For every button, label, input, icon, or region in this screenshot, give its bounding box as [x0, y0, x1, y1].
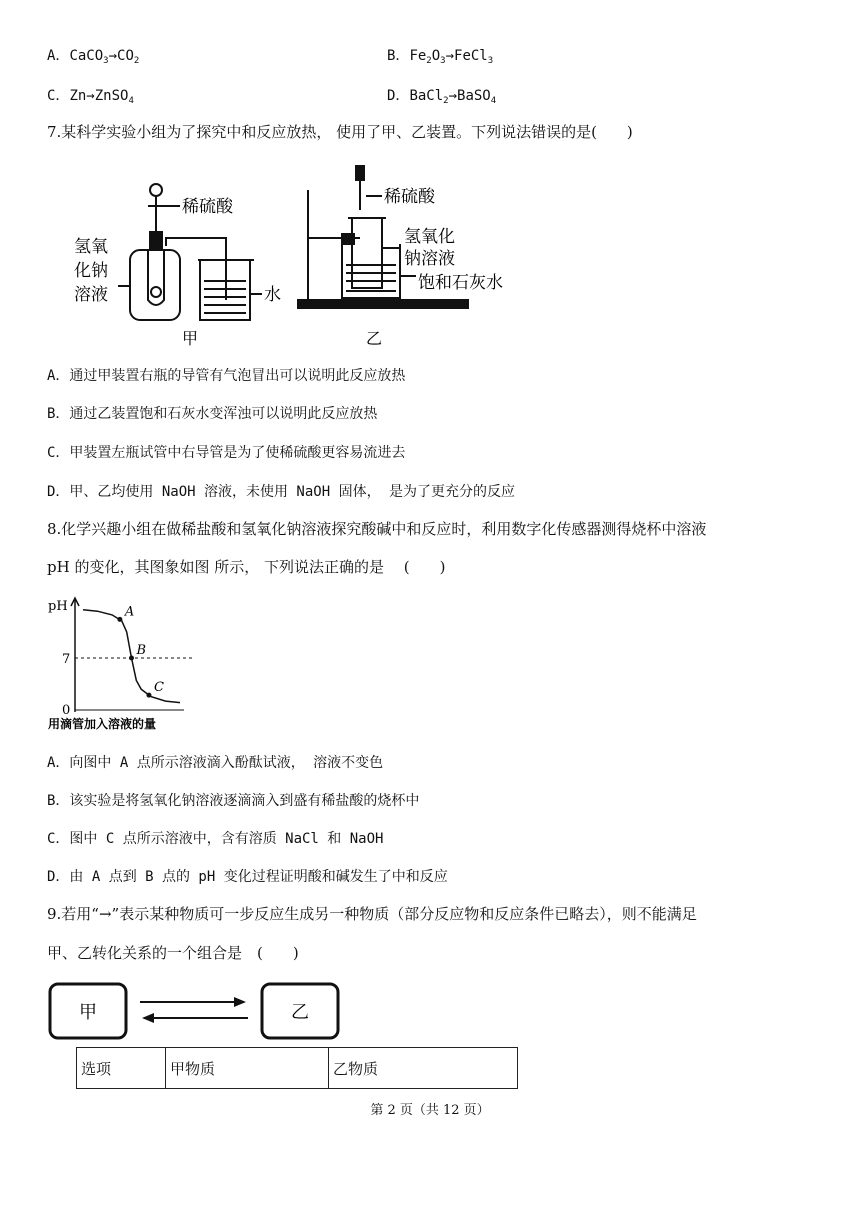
point-c	[146, 693, 151, 698]
x-axis-label: 用滴管加入溶液的量	[48, 717, 157, 731]
option-6a: A．$CaCO_3\to CO_2$	[47, 48, 140, 66]
y-axis-label: pH	[48, 599, 68, 614]
jia-acid-label: 稀硫酸	[182, 197, 233, 217]
point-a	[117, 617, 122, 622]
point-label-a: A	[124, 604, 135, 620]
question-7-option-c: C．甲装置左瓶试管中右导管是为了使稀硫酸更容易流进去	[47, 445, 406, 461]
jia-caption: 甲	[182, 329, 199, 348]
table-header-option: 选项	[77, 1048, 166, 1089]
page-footer: 第 2 页（共 12 页）	[370, 1103, 490, 1118]
question-7-option-a: A．通过甲装置右瓶的导管有气泡冒出可以说明此反应放热	[47, 368, 406, 384]
yi-naoh-label-2: 钠溶液	[404, 249, 455, 269]
options-table	[76, 1047, 518, 1089]
yi-caption: 乙	[366, 329, 383, 348]
question-7-option-d: D．甲、乙均使用 NaOH 溶液，未使用 NaOH 固体， 是为了更充分的反应	[47, 484, 516, 500]
point-label-b: B	[136, 643, 147, 658]
question-8-option-b: B．该实验是将氢氧化钠溶液逐滴滴入到盛有稀盐酸的烧杯中	[47, 793, 420, 809]
apparatus-figure	[70, 160, 540, 350]
yi-lime-label: 饱和石灰水	[418, 273, 503, 293]
table-header-row	[77, 1048, 518, 1089]
question-7-stem: 7.某科学实验小组为了探究中和反应放热， 使用了甲、乙装置。下列说法错误的是( )	[47, 123, 633, 141]
point-label-c: C	[153, 680, 164, 696]
jia-naoh-label-3: 溶液	[74, 285, 108, 305]
question-8-option-c: C．图中 C 点所示溶液中，含有溶质 NaCl 和 NaOH	[47, 831, 384, 847]
jia-water-label: 水	[264, 285, 281, 305]
yi-naoh-label-1: 氢氧化	[404, 227, 455, 247]
question-8-option-a: A．向图中 A 点所示溶液滴入酚酞试液， 溶液不变色	[47, 755, 384, 771]
question-8-stem-1: 8.化学兴趣小组在做稀盐酸和氢氧化钠溶液探究酸碱中和反应时，利用数字化传感器测得烧杯中溶液	[47, 520, 707, 538]
question-9-stem-1: 9.若用“→”表示某种物质可一步反应生成另一种物质（部分反应物和反应条件已略去），则不能满足	[47, 905, 697, 923]
question-8-stem-2: pH 的变化，其图象如图 所示， 下列说法正确的是 ( )	[47, 558, 446, 576]
question-8-option-d: D．由 A 点到 B 点的 pH 变化过程证明酸和碱发生了中和反应	[47, 869, 448, 885]
yi-acid-label: 稀硫酸	[384, 187, 435, 207]
origin-label: 0	[62, 703, 71, 718]
table-header-yi: 乙物质	[329, 1048, 518, 1089]
y-tick-7: 7	[62, 652, 71, 667]
jia-naoh-label-2: 化钠	[74, 261, 108, 281]
option-6b: B．$Fe_2O_3\to FeCl_3$	[387, 48, 494, 66]
conversion-diagram	[46, 978, 346, 1044]
option-6c: C．Zn→ZnSO$_4$	[47, 88, 134, 106]
option-6d: D．BaCl$_2$→BaSO$_4$	[387, 88, 497, 106]
jia-naoh-label-1: 氢氧	[74, 237, 108, 257]
question-9-stem-2: 甲、乙转化关系的一个组合是 ( )	[47, 944, 299, 962]
box-yi-label: 乙	[291, 1002, 309, 1023]
ph-chart	[44, 594, 234, 734]
table-header-jia: 甲物质	[166, 1048, 329, 1089]
question-7-option-b: B．通过乙装置饱和石灰水变浑浊可以说明此反应放热	[47, 406, 378, 422]
box-jia-label: 甲	[79, 1002, 97, 1023]
point-b	[129, 656, 134, 661]
